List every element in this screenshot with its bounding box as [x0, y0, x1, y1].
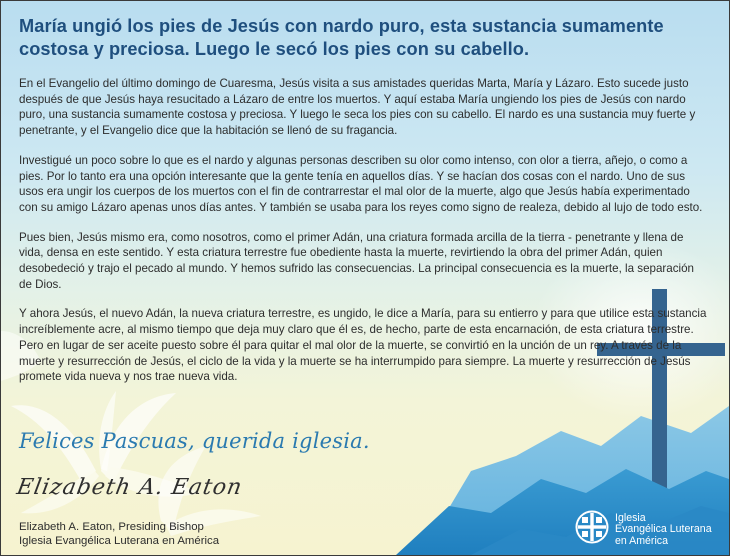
logo-line-3: en América: [615, 534, 668, 547]
easter-greeting: Felices Pascuas, querida iglesia.: [19, 429, 370, 453]
paragraph-2: Investigué un poco sobre lo que es el nardo y algunas personas describen su olor como intenso, con olor a tierra, añejo, o como a pies. Por lo tanto era una opción interesante que la gente tenía en aquellos días. Y se hacían dos cosas con el nardo. Uno de sus usos era ungir los cuerpos de los muertos con el fin de contrarrestar el mal olor de la muerte, algo que Jesús había experimentado con su amigo Lázaro apenas unos días antes. Y también se usaba para los reyes como signo de realeza, debido al lujo de todo esto.: [19, 153, 703, 214]
logo-line-2: Evangélica Luterana: [615, 523, 712, 536]
headline: María ungió los pies de Jesús con nardo puro, esta sustancia sumamente costosa y preciosa. Luego le secó los pies con su cabello.: [19, 16, 664, 59]
church-emblem-icon: [575, 510, 609, 544]
signer-organization: Iglesia Evangélica Luterana en América: [19, 535, 220, 547]
logo-line-1: Iglesia: [615, 512, 646, 524]
paragraph-1: En el Evangelio del último domingo de Cuaresma, Jesús visita a sus amistades queridas Marta, María y Lázaro. Esto sucede justo después de que Jesús haya resucitado a Lázaro de entre los muertos. Y aquí estaba María ungiendo los pies de Jesús con nardo puro, una sustancia sumamente costosa y preciosa. Y luego le seca los pies con su cabello. El nardo es una sustancia muy fuerte y penetrante, y el Evangelio dice que la habitación se llenó de su fragancia.: [19, 77, 696, 138]
letter-body: [19, 15, 709, 399]
paragraph-4: Y ahora Jesús, el nuevo Adán, la nueva criatura terrestre, es ungido, le dice a María, para su entierro y para que utilice esta sustancia increíblemente acre, al mismo tiempo que deja muy claro que él es, de hecho, parte de esta encarnación, de esta criatura terrestre. Pero en lugar de ser aceite puesto sobre él para quitar el mal olor de la muerte, se convirtió en la unción de un rey. A través de la muerte y resurrección de Jesús, el ciclo de la vida y la muerte se ha interrumpido para siempre. La muerte y resurrección de Jesús promete vida nueva y nos trae nueva vida.: [19, 307, 707, 384]
signer-name-title: Elizabeth A. Eaton, Presiding Bishop: [19, 521, 204, 533]
handwritten-signature: Elizabeth A. Eaton: [14, 475, 245, 500]
logo-wordmark: [615, 513, 712, 547]
paragraph-3: Pues bien, Jesús mismo era, como nosotros, como el primer Adán, una criatura formada arcilla de la tierra - penetrante y llena de vida, densa en este sentido. Y esta criatura terrestre fue obediente hasta la muerte, revirtiendo la obra del primer Adán, quien desobedeció y trajo el pecado al mundo. Y hemos sufrido las consecuencias. La principal consecuencia es la muerte, la separación de Dios.: [19, 230, 694, 291]
elca-logo: [575, 510, 721, 550]
